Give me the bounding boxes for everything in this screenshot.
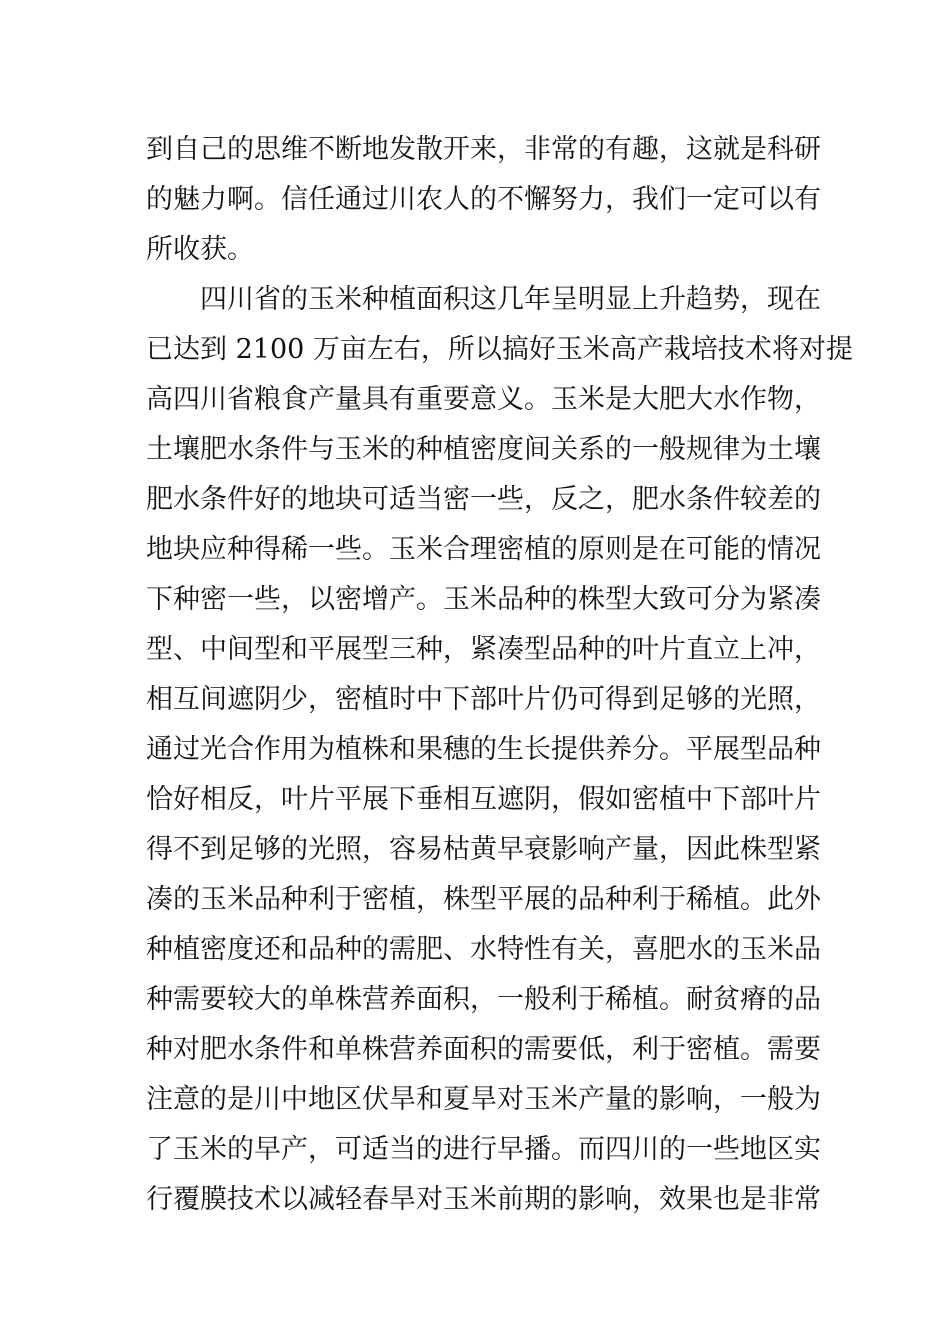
text-line: 到自己的思维不断地发散开来，非常的有趣，这就是科研 <box>146 134 821 165</box>
text-line: 相互间遮阴少，密植时中下部叶片仍可得到足够的光照， <box>146 684 821 715</box>
text-line: 得不到足够的光照，容易枯黄早衰影响产量，因此株型紧 <box>146 834 821 865</box>
text-line: 下种密一些，以密增产。玉米品种的株型大致可分为紧凑 <box>146 584 821 615</box>
text-line: 已达到 2100 万亩左右，所以搞好玉米高产栽培技术将对提 <box>146 334 853 365</box>
text-line: 恰好相反，叶片平展下垂相互遮阴，假如密植中下部叶片 <box>146 784 821 815</box>
text-line: 了玉米的早产，可适当的进行早播。而四川的一些地区实 <box>146 1134 821 1165</box>
text-line: 地块应种得稀一些。玉米合理密植的原则是在可能的情况 <box>146 534 821 565</box>
text-line: 通过光合作用为植株和果穗的生长提供养分。平展型品种 <box>146 734 821 765</box>
text-line: 种对肥水条件和单株营养面积的需要低，利于密植。需要 <box>146 1034 821 1065</box>
text-line: 凑的玉米品种利于密植，株型平展的品种利于稀植。此外 <box>146 884 821 915</box>
paragraph-first-line: 四川省的玉米种植面积这几年呈明显上升趋势，现在 <box>200 284 821 315</box>
text-line: 行覆膜技术以减轻春旱对玉米前期的影响，效果也是非常 <box>146 1184 821 1215</box>
text-line: 高四川省粮食产量具有重要意义。玉米是大肥大水作物， <box>146 384 821 415</box>
text-line: 注意的是川中地区伏旱和夏旱对玉米产量的影响，一般为 <box>146 1084 821 1115</box>
text-line: 种植密度还和品种的需肥、水特性有关，喜肥水的玉米品 <box>146 934 821 965</box>
text-line: 所收获。 <box>146 234 254 265</box>
text-line: 的魅力啊。信任通过川农人的不懈努力，我们一定可以有 <box>146 184 821 215</box>
text-line: 肥水条件好的地块可适当密一些，反之，肥水条件较差的 <box>146 484 821 515</box>
text-line: 土壤肥水条件与玉米的种植密度间关系的一般规律为土壤 <box>146 434 821 465</box>
text-line: 种需要较大的单株营养面积，一般利于稀植。耐贫瘠的品 <box>146 984 821 1015</box>
text-line: 型、中间型和平展型三种，紧凑型品种的叶片直立上冲， <box>146 634 821 665</box>
